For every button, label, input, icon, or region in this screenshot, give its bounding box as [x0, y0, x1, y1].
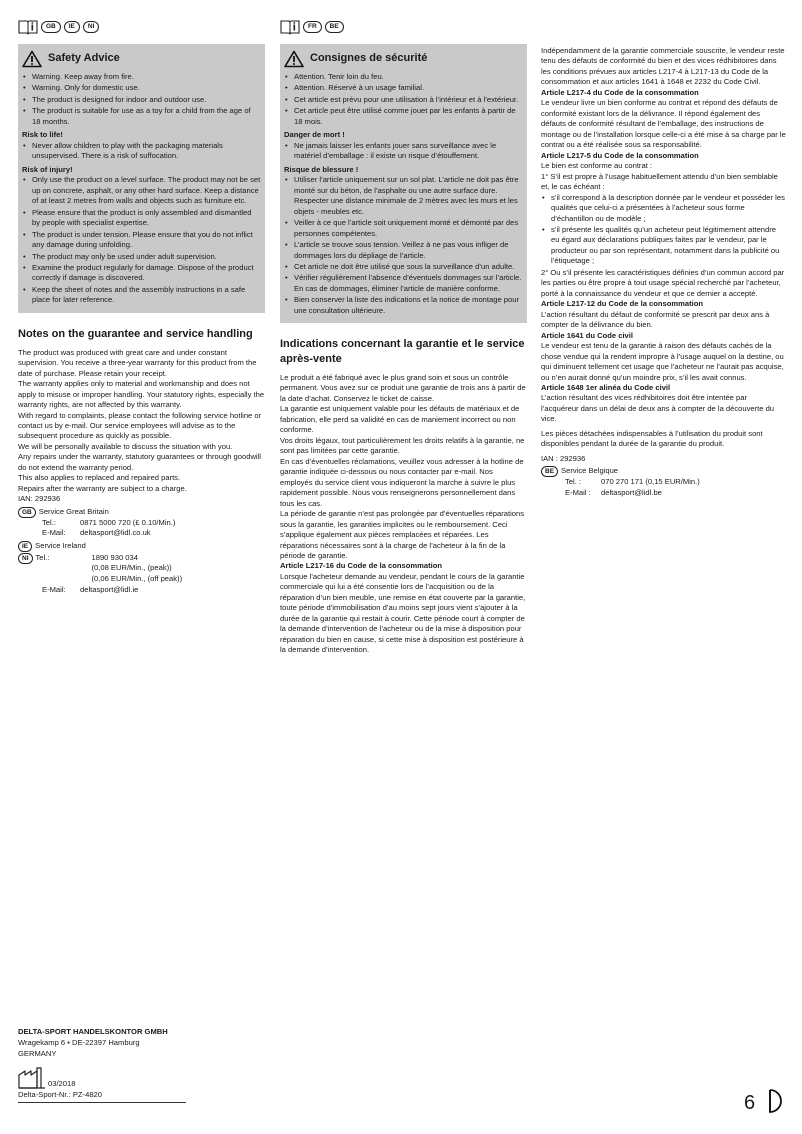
tel-label: Tel.:	[42, 517, 56, 527]
article-heading: Article 1648 1er alinéa du Code civil	[541, 383, 671, 392]
delta-sport-number: Delta-Sport-Nr.: PZ-4820	[18, 1090, 102, 1099]
ie-phone-note: (0,08 EUR/Min., (peak))	[91, 563, 172, 573]
risk-injury-item: • The product is under tension. Please ensure that you do not inflict any damage during unfolding.	[22, 230, 261, 251]
safety-title-row	[284, 50, 523, 68]
article-list-item: • s’il correspond à la description donnée par le vendeur et posséder les qualités que celui-ci a présentées à l’acheteur sous forme d’échantillon ou de modèle ;	[541, 193, 786, 224]
ian-number: IAN : 292936	[541, 453, 586, 463]
country-badge-ni: NI	[18, 553, 33, 564]
country-badge-gb: GB	[18, 507, 36, 518]
safety-item: • Attention. Tenir loin du feu.	[284, 72, 523, 82]
article-heading: Article L217-12 du Code de la consommation	[541, 299, 704, 309]
risk-injury-item: • Only use the product on a level surface. The product may not be set up on concrete, asphalt, or any other hard surface. Keep a distance of at least 2 metres from walls and objects such as furniture etc.	[22, 175, 261, 206]
language-header	[280, 18, 527, 36]
risque-item: • Bien conserver la liste des indications et la notice de montage pour une consultation ultérieure.	[284, 295, 523, 316]
lang-badge-fr: FR	[303, 21, 322, 33]
safety-advice-box	[18, 44, 265, 313]
guarantee-paragraph: We will be personally available to discuss the situation with you.	[18, 441, 233, 451]
article-heading: Article L217-5 du Code de la consommation	[541, 150, 699, 160]
country-badge-be: BE	[541, 466, 558, 477]
tel-label: Tel. :	[565, 477, 582, 487]
guarantee-paragraph: Le produit a été fabriqué avec le plus grand soin et sous un contrôle permanent. Vous avez sur ce produit une garantie de trois ans à partir de la date d’achat. Conservez le ticket de caisse.	[280, 373, 526, 403]
guarantee-title: Indications concernant la garantie et le service après-vente	[280, 338, 525, 366]
page-number: 6	[744, 1092, 756, 1114]
risque-item: • L’article se trouve sous tension. Veillez à ne pas vous infliger de dommages lors du dépliage de l’article.	[284, 240, 523, 261]
guarantee-paragraph: La période de garantie n’est pas prolongée par d’éventuelles réparations sous la garantie, les garanties implicites ou le remboursement. Ceci s’applique également aux pièces remplacées et réparées. Les réparations nécessaires sont à la charge de l’acheteur à la fin de la période de garantie.	[280, 509, 525, 560]
danger-item: • Ne jamais laisser les enfants jouer sans surveillance avec le matériel d’emballage : il existe un risque d’étouffement.	[284, 141, 523, 162]
service-gb	[18, 507, 265, 539]
guarantee-paragraph: This also applies to replaced and repaired parts.	[18, 473, 181, 483]
email-label: E-Mail :	[565, 487, 591, 497]
risque-item: • Veiller à ce que l’article soit uniquement monté et démonté par des personnes compétentes.	[284, 218, 523, 239]
company-name: DELTA-SPORT HANDELSKONTOR GMBH	[18, 1027, 168, 1036]
ie-phone-note: (0,06 EUR/Min., (off peak))	[91, 573, 183, 583]
service-ie-name: Service Ireland	[35, 540, 86, 550]
safety-list	[284, 72, 523, 127]
email-label: E-Mail:	[42, 585, 66, 595]
safety-list	[22, 72, 261, 127]
lang-badge-be: BE	[325, 21, 344, 33]
legal-intro: Indépendamment de la garantie commerciale souscrite, le vendeur reste tenu des défauts de conformité du bien et des vices rédhibitoires dans les conditions prévues aux articles L217-4 à L217-13 du Code de la consommation et aux articles 1641 à 1648 et 2232 du Code Civil.	[541, 46, 785, 87]
manufacture-date: 03/2018	[48, 1079, 76, 1088]
guarantee-paragraph: En cas d’éventuelles réclamations, veuillez vous adresser à la hotline de garantie indiquée ci-dessous ou nous contacter par e-mail. Nos employés du service client vous indiqueront la marche à suivre le plus rapidement possible. Nous vous renseignerons personnellement dans tous les cas.	[280, 456, 524, 508]
guarantee-paragraph: Vos droits légaux, tout particulièrement les droits relatifs à la garantie, ne sont pas limitées par cette garantie.	[280, 435, 525, 456]
risk-injury-list	[22, 175, 261, 306]
risk-life-list	[22, 141, 261, 162]
footer-divider	[18, 1102, 186, 1103]
ie-email[interactable]: deltasport@lidl.ie	[80, 585, 139, 595]
danger-list	[284, 141, 523, 162]
risque-item: • Vérifier régulièrement l’absence d’éventuels dommages sur l’article. En cas de dommages, éliminer l’article de manière conforme.	[284, 273, 523, 294]
article-text: L’action résultant des vices rédhibitoires doit être intentée par l’acquéreur dans un délai de deux ans à compter de la découverte du vice.	[541, 393, 775, 424]
risk-life-item: • Never allow children to play with the packaging materials unsupervised. There is a risk of suffocation.	[22, 141, 261, 162]
safety-item: • Warning. Keep away from fire.	[22, 72, 261, 82]
article-list-item: • s’il présente les qualités qu’un acheteur peut légitimement attendre eu égard aux déclarations publiques faites par le vendeur, par le producteur ou par son représentant, notamment dans la publicité ou l’étiquetage ;	[541, 225, 786, 267]
factory-icon	[18, 1067, 46, 1089]
guarantee-title: Notes on the guarantee and service handling	[18, 327, 253, 340]
gb-email[interactable]: deltasport@lidl.co.uk	[80, 528, 151, 538]
lang-badge-gb: GB	[41, 21, 61, 33]
article-text: Le vendeur livre un bien conforme au contrat et répond des défauts de conformité existant lors de la délivrance. Il répond également des défauts de conformité résultant de l’emballage, des instructions de montage ou de l’installation lorsque celle-ci a été mise à sa charge par le contrat ou a été réalisée sous sa responsabilité.	[541, 98, 786, 150]
guarantee-paragraph: With regard to complaints, please contact the following service hotline or contact us by e-mail. Our service employees will advise as to the subsequent procedure as quickly as possible.	[18, 410, 262, 441]
article-text: 2° Ou s’il présente les caractéristiques définies d’un commun accord par les parties ou être propre à tout usage spécial recherché par l’acheteur, porté à la connaissance du vendeur et que ce dernier a accepté.	[541, 267, 785, 298]
column-english	[18, 18, 265, 596]
safety-item: • Warning. Only for domestic use.	[22, 83, 261, 93]
info-book-icon	[280, 19, 300, 35]
service-be	[541, 466, 786, 498]
safety-item: • The product is designed for indoor and outdoor use.	[22, 95, 261, 105]
risk-life-heading: Risk to life!	[22, 130, 63, 140]
safety-advice-box	[280, 44, 527, 323]
tel-label: Tel.:	[35, 552, 50, 562]
language-header	[18, 18, 265, 36]
risk-injury-item: • Please ensure that the product is only assembled and dismantled by people with specialist expertise.	[22, 208, 261, 229]
guarantee-paragraph: La garantie est uniquement valable pour les défauts de matériaux et de fabrication, elle perd sa validité en cas de maniement incorrect ou non conforme.	[280, 404, 520, 435]
safety-item: • Attention. Réservé à un usage familial.	[284, 83, 523, 93]
risk-injury-item: • Keep the sheet of notes and the assembly instructions in a safe place for later reference.	[22, 285, 261, 306]
column-french	[280, 18, 527, 656]
email-label: E-Mail:	[42, 528, 66, 538]
spare-parts-note: Les pièces détachées indispensables à l’utilisation du produit sont disponibles pendant la durée de la garantie du produit.	[541, 428, 763, 449]
safety-title-row	[22, 50, 261, 68]
lang-badge-ie: IE	[64, 21, 80, 33]
warning-triangle-icon	[284, 50, 304, 68]
column-french-legal	[541, 46, 786, 498]
company-country: GERMANY	[18, 1049, 57, 1058]
risk-injury-heading: Risk of injury!	[22, 164, 73, 174]
danger-heading: Danger de mort !	[284, 130, 345, 140]
article-text: Le vendeur est tenu de la garantie à raison des défauts cachés de la chose vendue qui la rendent impropre à l’usage auquel on la destine, ou qui diminuent tellement cet usage que l’acheteur ne l’aurait pas acquise, ou n’en aurait donné qu’un moindre prix, s’il les avait connus.	[541, 341, 784, 382]
service-be-name: Service Belgique	[561, 466, 619, 476]
service-ie	[18, 541, 265, 596]
article-list	[541, 193, 786, 267]
risk-injury-item: • Examine the product regularly for damage. Dispose of the product correctly if damage is discovered.	[22, 263, 261, 284]
company-address: Wragekamp 6 • DE-22397 Hamburg	[18, 1038, 140, 1047]
be-phone[interactable]: 070 270 171 (0,15 EUR/Min.)	[601, 477, 700, 487]
guarantee-paragraph: Repairs after the warranty are subject to a charge.	[18, 483, 187, 493]
safety-item: • Cet article est prévu pour une utilisation à l’intérieur et à l’extérieur.	[284, 95, 523, 105]
safety-title: Consignes de sécurité	[310, 52, 428, 65]
safety-item: • Cet article peut être utilisé comme jouet par les enfants à partir de 18 mois.	[284, 106, 523, 127]
service-gb-name: Service Great Britain	[38, 506, 109, 516]
safety-title: Safety Advice	[48, 52, 120, 65]
page-edge-marker-icon	[766, 1088, 784, 1114]
guarantee-paragraph: The warranty applies only to material and workmanship and does not apply to misuse or improper handling. Your statutory rights, especially the warranty rights, are not affected by this warranty.	[18, 379, 265, 410]
article-text: L’action résultant du défaut de conformité se prescrit par deux ans à compter de la délivrance du bien.	[541, 309, 770, 330]
article-text: Lorsque l’acheteur demande au vendeur, pendant le cours de la garantie commerciale qui lui a été consentie lors de l’acquisition ou de la réparation d’un bien meuble, une remise en état couverte par la garantie, toute période d’immobilisation d’au moins sept jours vient s’ajouter à la durée de la garantie qui restait à courir. Cette période court à compter de la demande d’intervention de l’acheteur ou de la mise à disposition pour réparation du bien en cause, si cette mise à disposition est postérieure à la demande d’intervention.	[280, 571, 526, 655]
warning-triangle-icon	[22, 50, 42, 68]
guarantee-paragraph: Any repairs under the warranty, statutory guarantees or through goodwill do not extend the warranty period.	[18, 452, 261, 472]
risque-item: • Utiliser l’article uniquement sur un sol plat. L’article ne doit pas être monté sur du béton, de l’asphalte ou une autre surface dure. Respecter une distance minimale de 2 mètres avec les murs et les objets - meubles etc.	[284, 175, 523, 217]
article-text: Le bien est conforme au contrat :	[541, 161, 653, 171]
risque-heading: Risque de blessure !	[284, 164, 359, 174]
article-heading: Article L217-16 du Code de la consommation	[280, 561, 443, 571]
article-text: 1° S’il est propre à l’usage habituellement attendu d’un bien semblable et, le cas échéant :	[541, 171, 778, 192]
manufacture-date-row	[18, 1067, 318, 1089]
be-email[interactable]: deltasport@lidl.be	[601, 487, 662, 497]
article-heading: Article L217-4 du Code de la consommation	[541, 87, 699, 97]
guarantee-paragraph: The product was produced with great care and under constant supervision. You receive a three-year warranty for this product from the date of purchase. Please retain your receipt.	[18, 347, 257, 378]
country-badge-ie: IE	[18, 541, 32, 552]
lang-badge-ni: NI	[83, 21, 100, 33]
gb-phone[interactable]: 0871 5000 720 (£ 0.10/Min.)	[80, 517, 176, 527]
article-heading: Article 1641 du Code civil	[541, 330, 634, 340]
ie-phone[interactable]: 1890 930 034	[91, 552, 138, 562]
risque-item: • Cet article ne doit être utilisé que sous la surveillance d’un adulte.	[284, 262, 523, 272]
ian-number: IAN: 292936	[18, 494, 61, 504]
safety-item: • The product is suitable for use as a toy for a child from the age of 18 months.	[22, 106, 261, 127]
risk-injury-item: • The product may only be used under adult supervision.	[22, 252, 261, 262]
footer	[18, 1026, 318, 1103]
risque-list	[284, 175, 523, 316]
info-book-icon	[18, 19, 38, 35]
